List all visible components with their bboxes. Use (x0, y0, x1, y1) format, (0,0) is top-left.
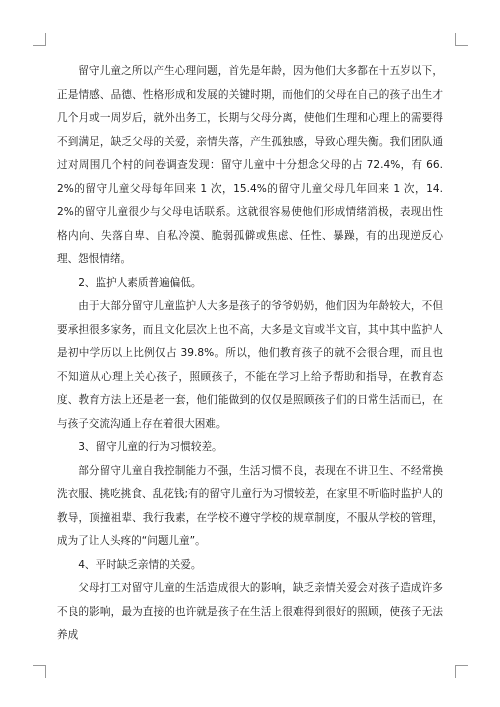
crop-mark-bottom-left (33, 665, 46, 678)
paragraph-psychological-causes: 留守儿童之所以产生心理问题，首先是年龄，因为他们大多都在十五岁以下，正是情感、品德、性格形成和发展的关键时期，而他们的父母在自己的孩子出生才几个月或一周岁后，就外出务工，长期与父母分离，使他们生理和心理上的需要得不到满足，缺乏父母的关爱，亲情失落，产生孤独感，导致心理失衡。我们团队通过对周围几个村的问卷调查发现：留守儿童中十分想念父母的占 72.4%，有 66.2%的留守儿童父母每年回来 1 次，15.4%的留守儿童父母几年回来 1 次，14.2%的留守儿童很少与父母电话联系。这就很容易使他们形成情绪消极，表现出性格内向、失落自卑、自私冷漠、脆弱孤僻或焦虑、任性、暴躁，有的出现逆反心理、怨恨情绪。 (57, 65, 443, 265)
heading-lack-of-affection: 4、平时缺乏亲情的关爱。 (78, 558, 202, 571)
document-body (57, 60, 443, 648)
paragraph-behavior-habits: 部分留守儿童自我控制能力不强，生活习惯不良，表现在不讲卫生、不经常换洗衣服、挑吃挑食、乱花钱;有的留守儿童行为习惯较差，在家里不听临时监护人的教导，顶撞祖辈、我行我素，在学校不遵守学校的规章制度，不服从学校的管理，成为了让人头疼的“问题儿童”。 (57, 464, 443, 547)
crop-mark-bottom-right (455, 665, 468, 678)
heading-behavior-habits: 3、留守儿童的行为习惯较差。 (78, 441, 223, 453)
paragraph-guardian-quality: 由于大部分留守儿童监护人大多是孩子的爷爷奶奶，他们因为年龄较大，不但要承担很多家务，而且文化层次上也不高，大多是文盲或半文盲，其中其中监护人是初中学历以上比例仅占 39.8%。所以，他们教育孩子的就不会很合理，而且也不知道从心理上关心孩子，照顾孩子，不能在学习上给予帮助和指导，在教育态度、教育方法上还是老一套，他们能做到的仅仅是照顾孩子们的日常生活而已，在与孩子交流沟通上存在着很大困难。 (57, 300, 443, 430)
heading-guardian-quality: 2、监护人素质普遍偏低。 (78, 276, 202, 289)
paragraph-lack-of-affection: 父母打工对留守儿童的生活造成很大的影响，缺乏亲情关爱会对孩子造成许多不良的影响，最为直接的也许就是孩子在生活上很难得到很好的照顾，使孩子无法养成 (57, 582, 443, 641)
crop-mark-top-right (455, 33, 468, 46)
crop-mark-top-left (33, 33, 46, 46)
